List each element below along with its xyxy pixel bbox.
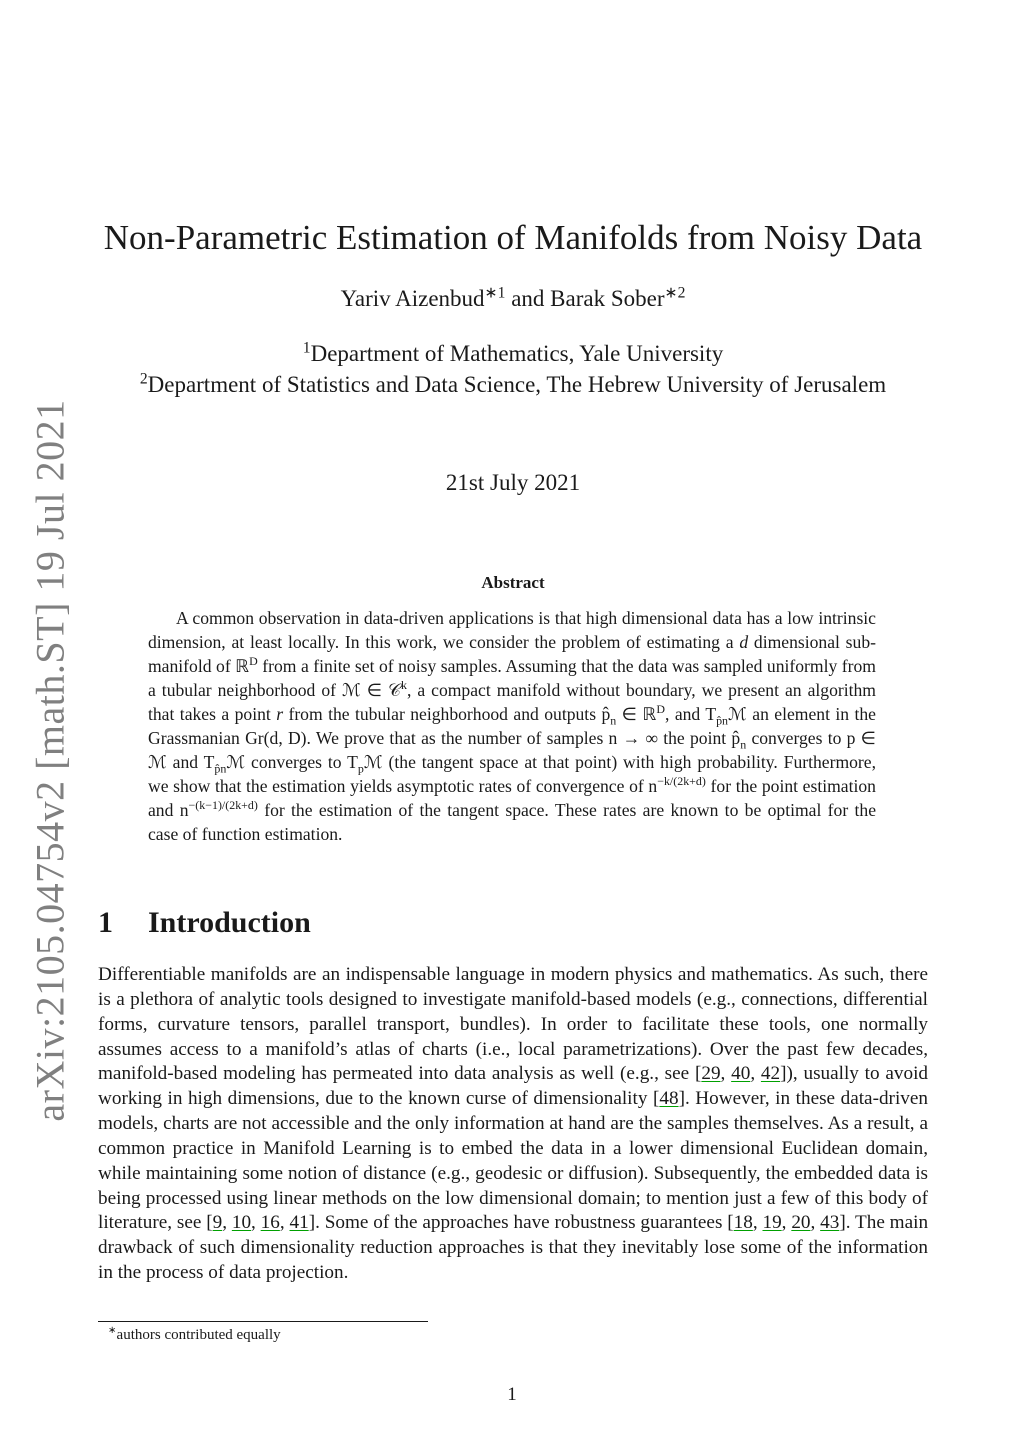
footnote-text: authors contributed equally: [116, 1327, 281, 1343]
citation-18[interactable]: 18: [733, 1212, 753, 1234]
section-number: 1: [98, 906, 113, 939]
author-1-marks: ∗1: [484, 284, 506, 302]
intro-text-2: ]), usually to avoid working in high dimensions, due to the known curse of dimensionality [: [98, 1063, 929, 1110]
intro-text-3: ]. However, in these data-driven models, charts are not accessible and the only information at hand are the samples themselves. As a result, a common practice in Manifold Learning is to embed the data in a lower dimensional Euclidean domain, while maintaining some notion of distance (e.g., geodesic or diffusion). Subsequently, the embedded data is being processed using linear methods on the low dimensional domain; to mention just a few of this body of literature, see [: [98, 1088, 928, 1234]
affiliation-2: [130, 369, 896, 400]
citation-41[interactable]: 41: [289, 1212, 309, 1234]
citation-separator: ,: [251, 1212, 261, 1234]
abstract-sub-pn-1: p̂n: [716, 713, 729, 728]
author-2-marks: ∗2: [664, 284, 686, 302]
introduction-paragraph: [98, 963, 928, 1286]
citation-separator: ,: [750, 1063, 761, 1085]
citation-20[interactable]: 20: [791, 1212, 811, 1234]
abstract-text-1: A common observation in data-driven applications is that high dimensional data has a low intrinsic dimension, at least locally. In this work, we consider the problem of estimating a: [148, 608, 876, 652]
arxiv-identifier-stamp: [20, 398, 80, 1122]
abstract-text-13: for the estimation of the tangent space. These rates are known to be optimal for the case of function estimation.: [148, 800, 877, 844]
citation-separator: ,: [781, 1212, 792, 1234]
affiliation-2-text: Department of Statistics and Data Science, The Hebrew University of Jerusalem: [147, 372, 887, 397]
intro-text-1: Differentiable manifolds are an indispensable language in modern physics and mathematics. As such, there is a plethora of analytic tools designed to investigate manifold-based models (e.g., connections, differential forms, curvature tensors, parallel transport, bundles). In order to facilitate these tools, one normally assumes access to a manifold’s atlas of charts (i.e., local parametrizations). Over the past few decades, manifold-based modeling has permeated into data analysis as well (e.g., see [: [98, 964, 928, 1085]
abstract-text-10: ℳ converges to T: [226, 752, 358, 772]
intro-text-5: ]. The main drawback of such dimensionality reduction approaches is that they inevitably lose some of the information in the process of data projection.: [98, 1212, 929, 1284]
citation-separator: ,: [752, 1212, 763, 1234]
citation-16[interactable]: 16: [260, 1212, 280, 1234]
citation-separator: ,: [810, 1212, 821, 1234]
abstract-text-6: ∈ ℝ: [616, 704, 657, 724]
abstract-sup-d: D: [249, 654, 258, 669]
abstract-text-7: , and T: [665, 704, 717, 724]
author-2-name: Barak Sober: [550, 286, 665, 311]
abstract-body: [148, 606, 876, 846]
author-joiner: and: [505, 286, 551, 311]
citation-9[interactable]: 9: [212, 1212, 223, 1234]
author-1-name: Yariv Aizenbud: [340, 286, 485, 311]
page-number: 1: [507, 1384, 517, 1405]
citation-48[interactable]: 48: [659, 1088, 679, 1110]
affiliations: [130, 338, 896, 400]
abstract-text-8: ℳ an element in the Grassmanian Gr(d, D). We prove that as the number of samples n → ∞ the point p̂: [148, 704, 876, 748]
abstract-sub-pn-2: p̂n: [214, 761, 227, 776]
abstract-text-3: from a finite set of noisy samples. Assuming that the data was sampled uniformly from a tubular neighborhood of ℳ ∈ 𝒞: [148, 656, 876, 700]
abstract-rate-point: −k/(2k+d): [657, 774, 706, 789]
abstract-sub-p: p: [357, 761, 364, 776]
citation-43[interactable]: 43: [820, 1212, 840, 1234]
citation-separator: ,: [222, 1212, 232, 1234]
section-heading-introduction: [98, 906, 928, 940]
publication-date: 21st July 2021: [445, 470, 581, 495]
intro-text-4: ]. Some of the approaches have robustness guarantees [: [308, 1212, 734, 1234]
abstract-var-r: r: [276, 704, 284, 724]
abstract-var-d: d: [739, 632, 749, 652]
abstract-sup-k: k: [400, 678, 407, 693]
citation-19[interactable]: 19: [762, 1212, 782, 1234]
arxiv-identifier-text: arXiv:2105.04754v2 [math.ST] 19 Jul 2021: [27, 398, 73, 1122]
abstract-text-11: ℳ (the tangent space at that point) with high probability. Furthermore, we show that the estimation yields asymptotic rates of convergence of n: [148, 752, 876, 796]
abstract-text-9: converges to p ∈ ℳ and T: [148, 728, 877, 772]
abstract-text-4: , a compact manifold without boundary, we present an algorithm that takes a point: [148, 680, 876, 724]
abstract-sub-n-2: n: [740, 737, 747, 752]
citation-42[interactable]: 42: [760, 1063, 781, 1085]
citation-40[interactable]: 40: [731, 1063, 751, 1085]
section-title: Introduction: [148, 906, 311, 939]
citation-10[interactable]: 10: [231, 1212, 252, 1234]
affiliation-2-mark: 2: [139, 370, 148, 388]
author-line: [98, 286, 928, 312]
abstract-text-2: dimensional sub-manifold of ℝ: [148, 632, 876, 676]
affiliation-1-text: Department of Mathematics, Yale University: [310, 341, 724, 366]
citation-29[interactable]: 29: [701, 1063, 721, 1085]
citation-separator: ,: [720, 1063, 732, 1085]
affiliation-1-mark: 1: [302, 339, 311, 357]
paper-title: Non-Parametric Estimation of Manifolds from Noisy Data: [103, 218, 923, 257]
footnote: [108, 1327, 808, 1344]
affiliation-1: [130, 338, 896, 369]
footnote-mark: ∗: [108, 1325, 117, 1336]
abstract-rate-tangent: −(k−1)/(2k+d): [188, 798, 258, 813]
abstract-text-5: from the tubular neighborhood and outputs p̂: [283, 704, 611, 724]
abstract-sub-n-1: n: [610, 713, 617, 728]
abstract-text-12: for the point estimation and n: [148, 776, 876, 820]
citation-separator: ,: [279, 1212, 290, 1234]
abstract-sup-d-2: D: [656, 702, 665, 717]
abstract-heading: Abstract: [481, 573, 545, 592]
footnote-divider: [98, 1321, 428, 1322]
